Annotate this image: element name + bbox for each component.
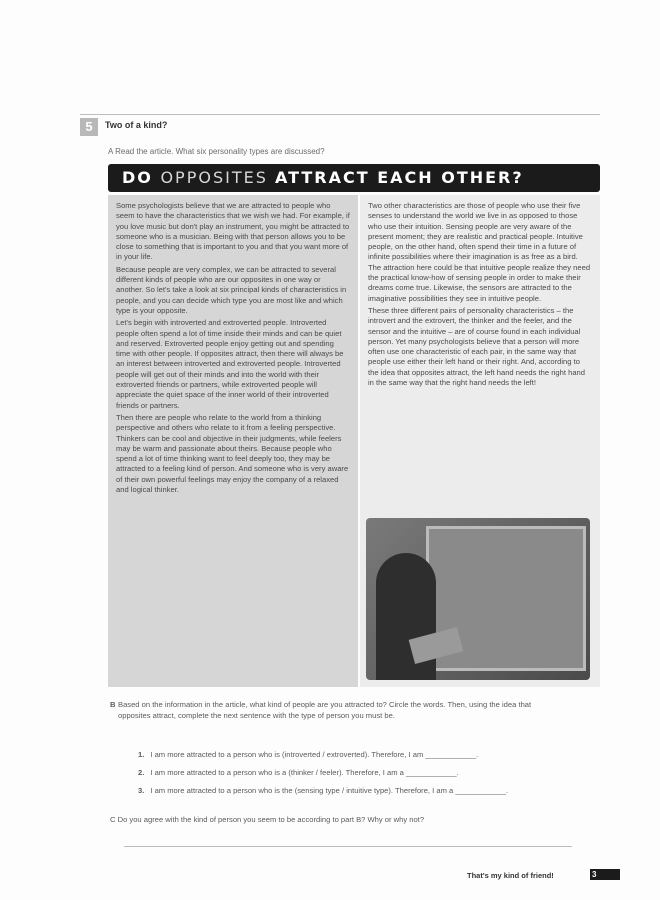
exercise-item (138, 786, 508, 795)
answer-line (124, 846, 572, 847)
article-title-part3: ATTRACT EACH OTHER? (274, 168, 524, 187)
article-paragraph: Let's begin with introverted and extroverted people. Introverted people often spend a lot of time inside their minds and can be quiet and reserved. Extroverted people enjoy getting out and spending time with other people. If opposites attract, then there will always be an interest between introverted and extroverted people. Introverted people will get out of their minds and into the world with their extroverted friends or partners, while extroverted people will appreciate the quiet space of the inner world of their introverted friends or partners. (116, 318, 344, 410)
page-number: 3 (590, 869, 620, 880)
classroom-photo (366, 518, 590, 680)
article-paragraph: Because people are very complex, we can be attracted to several different kinds of people who are our opposites in one way or another. So let's take a look at six principal kinds of characteristics in people, and you can decide which type you are most like and which type is your opposite. (116, 264, 347, 315)
item-number: 3. (138, 786, 145, 795)
article-paragraph: Then there are people who relate to the world from a thinking perspective and others who relate to it from a feeling perspective. Thinkers can be cool and objective in their judgments, while feelers may be warm and passionate about theirs. Because people who spend a lot of time thinking want to feel deeply too, they may be attracted to a feeling kind of person. And someone who is very aware of their own powerful feelings may enjoy the company of a relaxed and logical thinker. (116, 412, 349, 495)
exercise-item (138, 768, 459, 777)
section-number-badge: 5 (80, 118, 98, 136)
part-b-text: Based on the information in the article, what kind of people are you attracted to? Circle the words. Then, using the idea that opposites attract, complete the next sentence with the type of person you must be. (118, 700, 532, 720)
article-paragraph: Some psychologists believe that we are attracted to people who seem to have the characteristics that we wish we had. For example, if you love music but don't play an instrument, you might be attracted to someone who is a musician. Being with that person allows you to be close to something that is important to you and that you want more of in your life. (116, 201, 350, 262)
item-text: I am more attracted to a person who is a (thinker / feeler). Therefore, I am a ____________. (150, 768, 459, 777)
section-title: Two of a kind? (105, 120, 168, 130)
footer-unit-title: That's my kind of friend! (467, 871, 554, 880)
part-b-label: B (110, 700, 116, 709)
part-b-instruction (110, 699, 538, 721)
item-text: I am more attracted to a person who is the (sensing type / intuitive type). Therefore, I am a ____________. (150, 786, 509, 795)
article-title-part2: OPPOSITES (160, 168, 275, 187)
item-text: I am more attracted to a person who is (introverted / extroverted). Therefore, I am ____________. (150, 750, 479, 759)
item-number: 2. (138, 768, 145, 777)
part-a-instruction: A Read the article. What six personality types are discussed? (108, 147, 325, 156)
part-c-instruction: C Do you agree with the kind of person you seem to be according to part B? Why or why not? (110, 815, 425, 824)
exercise-item (138, 750, 478, 759)
article-title-part1: DO (122, 168, 161, 187)
article-paragraph: Two other characteristics are those of people who use their five senses to understand the world we live in as opposed to those who use their intuition. Sensing people are very aware of the present moment; they are realistic and practical people. Intuitive people, on the other hand, often spend their time in a future of infinite possibilities where their imagination is as free as a bird. The attraction here could be that intuitive people realize they need the practical know-how of sensing people in order to make their dreams come true. Likewise, the sensors are attracted to the imaginative possibilities they see in intuitive people. (368, 201, 591, 303)
item-number: 1. (138, 750, 145, 759)
section-divider (80, 114, 600, 115)
teacher-figure (376, 553, 436, 680)
article-title-banner (108, 164, 600, 192)
article-paragraph: These three different pairs of personality characteristics – the introvert and the extrovert, the thinker and the feeler, and the sensor and the intuitive – are of course found in each individual person. Yet many psychologists believe that a person will more often use one characteristic of each pair, in the same way that people use either their left hand or their right. And, according to the idea that opposites attract, the left hand needs the right hand in the same way that the right hand needs the left! (368, 305, 585, 388)
article-left-column (108, 195, 358, 687)
